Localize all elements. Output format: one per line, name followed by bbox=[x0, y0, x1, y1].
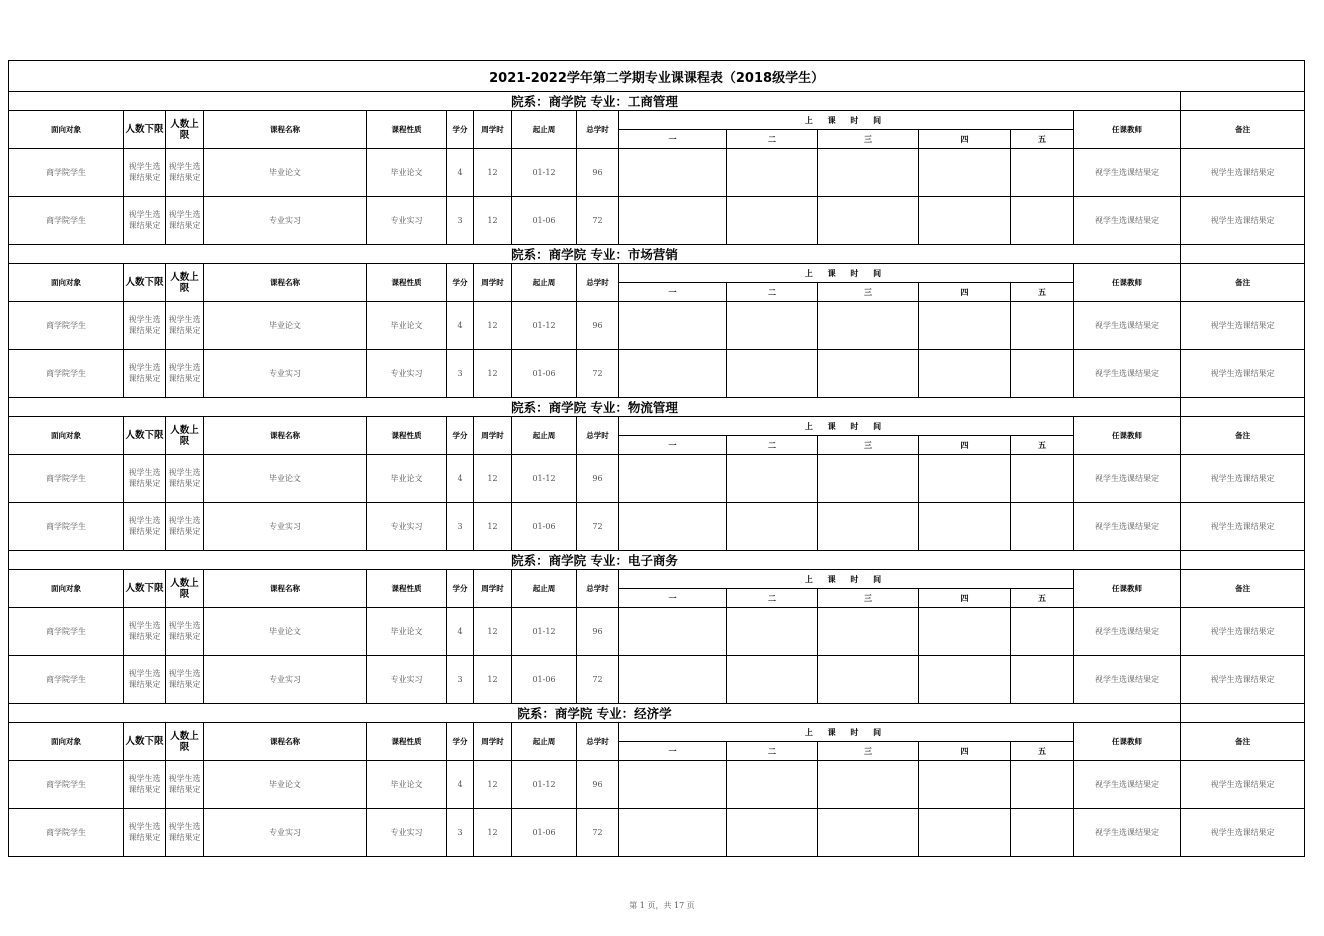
cell-course-name: 专业实习 bbox=[204, 656, 367, 704]
cell-teacher: 视学生选课结果定 bbox=[1074, 350, 1181, 398]
header-day: 五 bbox=[1011, 436, 1074, 455]
header-course-type: 课程性质 bbox=[367, 111, 447, 149]
table-row bbox=[9, 656, 1305, 704]
cell-day-slot bbox=[919, 761, 1011, 809]
cell-weeks: 01-12 bbox=[512, 761, 577, 809]
header-remark: 备注 bbox=[1181, 570, 1305, 608]
header-day: 三 bbox=[818, 130, 919, 149]
section-header-row bbox=[9, 245, 1305, 264]
cell-day-slot bbox=[727, 350, 818, 398]
cell-day-slot bbox=[619, 455, 727, 503]
cell-min: 视学生选课结果定 bbox=[124, 302, 166, 350]
cell-day-slot bbox=[818, 149, 919, 197]
header-target: 面向对象 bbox=[9, 723, 124, 761]
cell-day-slot bbox=[727, 656, 818, 704]
header-day: 五 bbox=[1011, 130, 1074, 149]
section-empty-cell bbox=[1181, 245, 1305, 264]
header-day: 二 bbox=[727, 436, 818, 455]
cell-day-slot bbox=[1011, 302, 1074, 350]
cell-target: 商学院学生 bbox=[9, 302, 124, 350]
cell-weekly-hours: 12 bbox=[474, 302, 512, 350]
cell-day-slot bbox=[818, 656, 919, 704]
header-target: 面向对象 bbox=[9, 111, 124, 149]
cell-max: 视学生选课结果定 bbox=[166, 761, 204, 809]
cell-day-slot bbox=[919, 350, 1011, 398]
header-class-time: 上 课 时 间 bbox=[619, 111, 1074, 130]
cell-day-slot bbox=[619, 197, 727, 245]
header-course-name: 课程名称 bbox=[204, 723, 367, 761]
cell-remark: 视学生选课结果定 bbox=[1181, 350, 1305, 398]
cell-credit: 3 bbox=[447, 656, 474, 704]
header-min: 人数下限 bbox=[124, 264, 166, 302]
header-weekly-hours: 周学时 bbox=[474, 723, 512, 761]
cell-teacher: 视学生选课结果定 bbox=[1074, 302, 1181, 350]
cell-total-hours: 96 bbox=[577, 761, 619, 809]
cell-course-name: 毕业论文 bbox=[204, 455, 367, 503]
cell-weeks: 01-06 bbox=[512, 656, 577, 704]
header-day: 四 bbox=[919, 742, 1011, 761]
section-header-row bbox=[9, 92, 1305, 111]
cell-teacher: 视学生选课结果定 bbox=[1074, 809, 1181, 857]
cell-target: 商学院学生 bbox=[9, 809, 124, 857]
cell-day-slot bbox=[1011, 350, 1074, 398]
header-min: 人数下限 bbox=[124, 570, 166, 608]
header-day: 三 bbox=[818, 283, 919, 302]
header-credit: 学分 bbox=[447, 723, 474, 761]
cell-day-slot bbox=[619, 809, 727, 857]
header-remark: 备注 bbox=[1181, 417, 1305, 455]
cell-course-type: 毕业论文 bbox=[367, 761, 447, 809]
cell-course-name: 毕业论文 bbox=[204, 302, 367, 350]
cell-target: 商学院学生 bbox=[9, 197, 124, 245]
section-title: 院系：商学院 专业：工商管理 bbox=[9, 92, 1181, 111]
header-max: 人数上限 bbox=[166, 264, 204, 302]
header-day: 一 bbox=[619, 283, 727, 302]
cell-day-slot bbox=[919, 503, 1011, 551]
cell-min: 视学生选课结果定 bbox=[124, 149, 166, 197]
header-day: 一 bbox=[619, 742, 727, 761]
cell-day-slot bbox=[619, 149, 727, 197]
cell-remark: 视学生选课结果定 bbox=[1181, 455, 1305, 503]
header-weeks: 起止周 bbox=[512, 417, 577, 455]
header-class-time: 上 课 时 间 bbox=[619, 723, 1074, 742]
header-course-name: 课程名称 bbox=[204, 111, 367, 149]
cell-day-slot bbox=[919, 302, 1011, 350]
header-weekly-hours: 周学时 bbox=[474, 264, 512, 302]
cell-day-slot bbox=[727, 761, 818, 809]
header-max: 人数上限 bbox=[166, 417, 204, 455]
header-max: 人数上限 bbox=[166, 723, 204, 761]
header-day: 三 bbox=[818, 436, 919, 455]
header-max: 人数上限 bbox=[166, 111, 204, 149]
cell-day-slot bbox=[1011, 197, 1074, 245]
cell-day-slot bbox=[619, 350, 727, 398]
cell-course-type: 毕业论文 bbox=[367, 302, 447, 350]
cell-target: 商学院学生 bbox=[9, 503, 124, 551]
cell-weekly-hours: 12 bbox=[474, 761, 512, 809]
cell-day-slot bbox=[727, 455, 818, 503]
section-header-row bbox=[9, 551, 1305, 570]
header-target: 面向对象 bbox=[9, 417, 124, 455]
cell-max: 视学生选课结果定 bbox=[166, 350, 204, 398]
cell-teacher: 视学生选课结果定 bbox=[1074, 608, 1181, 656]
cell-course-name: 专业实习 bbox=[204, 350, 367, 398]
cell-teacher: 视学生选课结果定 bbox=[1074, 455, 1181, 503]
header-day: 二 bbox=[727, 283, 818, 302]
cell-day-slot bbox=[919, 656, 1011, 704]
header-min: 人数下限 bbox=[124, 111, 166, 149]
table-row bbox=[9, 302, 1305, 350]
cell-remark: 视学生选课结果定 bbox=[1181, 149, 1305, 197]
cell-day-slot bbox=[818, 503, 919, 551]
header-weekly-hours: 周学时 bbox=[474, 417, 512, 455]
header-class-time: 上 课 时 间 bbox=[619, 417, 1074, 436]
header-weekly-hours: 周学时 bbox=[474, 570, 512, 608]
header-day: 三 bbox=[818, 742, 919, 761]
cell-weekly-hours: 12 bbox=[474, 350, 512, 398]
header-total-hours: 总学时 bbox=[577, 264, 619, 302]
header-day: 五 bbox=[1011, 742, 1074, 761]
cell-min: 视学生选课结果定 bbox=[124, 350, 166, 398]
cell-weekly-hours: 12 bbox=[474, 608, 512, 656]
cell-day-slot bbox=[919, 455, 1011, 503]
header-credit: 学分 bbox=[447, 417, 474, 455]
cell-day-slot bbox=[619, 656, 727, 704]
cell-weekly-hours: 12 bbox=[474, 149, 512, 197]
cell-credit: 4 bbox=[447, 455, 474, 503]
header-remark: 备注 bbox=[1181, 111, 1305, 149]
cell-course-type: 专业实习 bbox=[367, 197, 447, 245]
header-teacher: 任课教师 bbox=[1074, 111, 1181, 149]
cell-total-hours: 96 bbox=[577, 302, 619, 350]
cell-course-name: 毕业论文 bbox=[204, 608, 367, 656]
header-day: 一 bbox=[619, 436, 727, 455]
header-target: 面向对象 bbox=[9, 570, 124, 608]
column-header-row bbox=[9, 417, 1305, 436]
cell-course-type: 专业实习 bbox=[367, 350, 447, 398]
cell-day-slot bbox=[1011, 149, 1074, 197]
cell-course-name: 毕业论文 bbox=[204, 149, 367, 197]
table-row bbox=[9, 350, 1305, 398]
header-remark: 备注 bbox=[1181, 723, 1305, 761]
cell-day-slot bbox=[619, 503, 727, 551]
header-credit: 学分 bbox=[447, 570, 474, 608]
section-empty-cell bbox=[1181, 398, 1305, 417]
column-header-row bbox=[9, 111, 1305, 130]
header-credit: 学分 bbox=[447, 264, 474, 302]
header-max: 人数上限 bbox=[166, 570, 204, 608]
section-header-row bbox=[9, 398, 1305, 417]
header-day: 二 bbox=[727, 742, 818, 761]
sheet-title: 2021-2022学年第二学期专业课课程表（2018级学生） bbox=[9, 61, 1305, 92]
cell-credit: 3 bbox=[447, 197, 474, 245]
header-total-hours: 总学时 bbox=[577, 111, 619, 149]
cell-weeks: 01-06 bbox=[512, 809, 577, 857]
header-weeks: 起止周 bbox=[512, 264, 577, 302]
header-weeks: 起止周 bbox=[512, 723, 577, 761]
cell-max: 视学生选课结果定 bbox=[166, 302, 204, 350]
cell-weekly-hours: 12 bbox=[474, 197, 512, 245]
cell-weekly-hours: 12 bbox=[474, 656, 512, 704]
cell-weeks: 01-06 bbox=[512, 197, 577, 245]
header-credit: 学分 bbox=[447, 111, 474, 149]
cell-max: 视学生选课结果定 bbox=[166, 608, 204, 656]
cell-teacher: 视学生选课结果定 bbox=[1074, 656, 1181, 704]
cell-day-slot bbox=[818, 455, 919, 503]
cell-weekly-hours: 12 bbox=[474, 455, 512, 503]
cell-weeks: 01-06 bbox=[512, 350, 577, 398]
header-course-type: 课程性质 bbox=[367, 417, 447, 455]
cell-total-hours: 72 bbox=[577, 809, 619, 857]
table-row bbox=[9, 503, 1305, 551]
cell-course-name: 专业实习 bbox=[204, 503, 367, 551]
header-course-name: 课程名称 bbox=[204, 417, 367, 455]
cell-day-slot bbox=[727, 197, 818, 245]
cell-credit: 4 bbox=[447, 761, 474, 809]
cell-day-slot bbox=[1011, 503, 1074, 551]
header-weeks: 起止周 bbox=[512, 570, 577, 608]
cell-credit: 3 bbox=[447, 809, 474, 857]
schedule-table bbox=[8, 60, 1305, 857]
cell-target: 商学院学生 bbox=[9, 455, 124, 503]
page-footer: 第 1 页，共 17 页 bbox=[629, 901, 695, 910]
header-remark: 备注 bbox=[1181, 264, 1305, 302]
cell-day-slot bbox=[919, 149, 1011, 197]
column-header-row bbox=[9, 264, 1305, 283]
cell-weekly-hours: 12 bbox=[474, 503, 512, 551]
cell-min: 视学生选课结果定 bbox=[124, 503, 166, 551]
cell-total-hours: 96 bbox=[577, 149, 619, 197]
cell-target: 商学院学生 bbox=[9, 608, 124, 656]
header-day: 四 bbox=[919, 436, 1011, 455]
cell-credit: 4 bbox=[447, 149, 474, 197]
header-min: 人数下限 bbox=[124, 723, 166, 761]
table-row bbox=[9, 197, 1305, 245]
header-total-hours: 总学时 bbox=[577, 417, 619, 455]
cell-day-slot bbox=[1011, 455, 1074, 503]
header-teacher: 任课教师 bbox=[1074, 264, 1181, 302]
cell-target: 商学院学生 bbox=[9, 149, 124, 197]
section-empty-cell bbox=[1181, 92, 1305, 111]
cell-day-slot bbox=[727, 809, 818, 857]
column-header-row bbox=[9, 570, 1305, 589]
cell-course-type: 专业实习 bbox=[367, 656, 447, 704]
cell-day-slot bbox=[727, 608, 818, 656]
section-empty-cell bbox=[1181, 551, 1305, 570]
header-teacher: 任课教师 bbox=[1074, 417, 1181, 455]
section-title: 院系：商学院 专业：市场营销 bbox=[9, 245, 1181, 264]
header-day: 四 bbox=[919, 589, 1011, 608]
table-row bbox=[9, 809, 1305, 857]
cell-teacher: 视学生选课结果定 bbox=[1074, 149, 1181, 197]
table-row bbox=[9, 608, 1305, 656]
section-title: 院系：商学院 专业：物流管理 bbox=[9, 398, 1181, 417]
header-day: 五 bbox=[1011, 283, 1074, 302]
cell-max: 视学生选课结果定 bbox=[166, 455, 204, 503]
cell-total-hours: 72 bbox=[577, 197, 619, 245]
header-day: 四 bbox=[919, 283, 1011, 302]
cell-total-hours: 72 bbox=[577, 350, 619, 398]
cell-day-slot bbox=[727, 302, 818, 350]
cell-weeks: 01-12 bbox=[512, 149, 577, 197]
cell-day-slot bbox=[919, 197, 1011, 245]
cell-min: 视学生选课结果定 bbox=[124, 809, 166, 857]
cell-min: 视学生选课结果定 bbox=[124, 656, 166, 704]
cell-weeks: 01-12 bbox=[512, 302, 577, 350]
section-header-row bbox=[9, 704, 1305, 723]
cell-max: 视学生选课结果定 bbox=[166, 197, 204, 245]
cell-teacher: 视学生选课结果定 bbox=[1074, 197, 1181, 245]
cell-course-type: 专业实习 bbox=[367, 503, 447, 551]
cell-credit: 4 bbox=[447, 302, 474, 350]
header-day: 三 bbox=[818, 589, 919, 608]
header-class-time: 上 课 时 间 bbox=[619, 570, 1074, 589]
header-target: 面向对象 bbox=[9, 264, 124, 302]
cell-day-slot bbox=[818, 302, 919, 350]
cell-day-slot bbox=[818, 197, 919, 245]
cell-remark: 视学生选课结果定 bbox=[1181, 761, 1305, 809]
cell-day-slot bbox=[919, 608, 1011, 656]
cell-credit: 4 bbox=[447, 608, 474, 656]
cell-weeks: 01-12 bbox=[512, 455, 577, 503]
cell-max: 视学生选课结果定 bbox=[166, 656, 204, 704]
header-total-hours: 总学时 bbox=[577, 570, 619, 608]
table-row bbox=[9, 761, 1305, 809]
cell-day-slot bbox=[818, 809, 919, 857]
cell-day-slot bbox=[1011, 608, 1074, 656]
header-course-name: 课程名称 bbox=[204, 570, 367, 608]
header-day: 四 bbox=[919, 130, 1011, 149]
cell-max: 视学生选课结果定 bbox=[166, 149, 204, 197]
cell-target: 商学院学生 bbox=[9, 656, 124, 704]
cell-weeks: 01-06 bbox=[512, 503, 577, 551]
cell-max: 视学生选课结果定 bbox=[166, 809, 204, 857]
cell-teacher: 视学生选课结果定 bbox=[1074, 503, 1181, 551]
header-day: 二 bbox=[727, 130, 818, 149]
column-header-row bbox=[9, 723, 1305, 742]
header-min: 人数下限 bbox=[124, 417, 166, 455]
header-day: 一 bbox=[619, 589, 727, 608]
header-course-type: 课程性质 bbox=[367, 264, 447, 302]
cell-day-slot bbox=[619, 302, 727, 350]
cell-day-slot bbox=[1011, 656, 1074, 704]
header-total-hours: 总学时 bbox=[577, 723, 619, 761]
cell-total-hours: 72 bbox=[577, 656, 619, 704]
cell-teacher: 视学生选课结果定 bbox=[1074, 761, 1181, 809]
cell-total-hours: 96 bbox=[577, 608, 619, 656]
cell-max: 视学生选课结果定 bbox=[166, 503, 204, 551]
cell-weeks: 01-12 bbox=[512, 608, 577, 656]
header-weeks: 起止周 bbox=[512, 111, 577, 149]
cell-remark: 视学生选课结果定 bbox=[1181, 809, 1305, 857]
cell-day-slot bbox=[818, 608, 919, 656]
section-title: 院系：商学院 专业：经济学 bbox=[9, 704, 1181, 723]
cell-min: 视学生选课结果定 bbox=[124, 608, 166, 656]
header-day: 五 bbox=[1011, 589, 1074, 608]
cell-course-type: 毕业论文 bbox=[367, 455, 447, 503]
header-teacher: 任课教师 bbox=[1074, 723, 1181, 761]
cell-day-slot bbox=[1011, 761, 1074, 809]
table-row bbox=[9, 149, 1305, 197]
header-day: 二 bbox=[727, 589, 818, 608]
cell-weekly-hours: 12 bbox=[474, 809, 512, 857]
cell-remark: 视学生选课结果定 bbox=[1181, 302, 1305, 350]
header-class-time: 上 课 时 间 bbox=[619, 264, 1074, 283]
header-course-type: 课程性质 bbox=[367, 570, 447, 608]
cell-day-slot bbox=[919, 809, 1011, 857]
cell-day-slot bbox=[727, 149, 818, 197]
cell-target: 商学院学生 bbox=[9, 761, 124, 809]
cell-course-type: 毕业论文 bbox=[367, 149, 447, 197]
cell-course-name: 专业实习 bbox=[204, 809, 367, 857]
cell-target: 商学院学生 bbox=[9, 350, 124, 398]
header-course-type: 课程性质 bbox=[367, 723, 447, 761]
header-day: 一 bbox=[619, 130, 727, 149]
cell-day-slot bbox=[818, 761, 919, 809]
table-row bbox=[9, 455, 1305, 503]
cell-total-hours: 96 bbox=[577, 455, 619, 503]
cell-remark: 视学生选课结果定 bbox=[1181, 503, 1305, 551]
cell-course-type: 毕业论文 bbox=[367, 608, 447, 656]
cell-day-slot bbox=[619, 761, 727, 809]
header-teacher: 任课教师 bbox=[1074, 570, 1181, 608]
cell-min: 视学生选课结果定 bbox=[124, 455, 166, 503]
cell-remark: 视学生选课结果定 bbox=[1181, 197, 1305, 245]
header-weekly-hours: 周学时 bbox=[474, 111, 512, 149]
cell-remark: 视学生选课结果定 bbox=[1181, 656, 1305, 704]
section-empty-cell bbox=[1181, 704, 1305, 723]
cell-day-slot bbox=[619, 608, 727, 656]
cell-credit: 3 bbox=[447, 503, 474, 551]
cell-credit: 3 bbox=[447, 350, 474, 398]
cell-course-name: 专业实习 bbox=[204, 197, 367, 245]
section-title: 院系：商学院 专业：电子商务 bbox=[9, 551, 1181, 570]
cell-min: 视学生选课结果定 bbox=[124, 761, 166, 809]
cell-course-name: 毕业论文 bbox=[204, 761, 367, 809]
cell-total-hours: 72 bbox=[577, 503, 619, 551]
header-course-name: 课程名称 bbox=[204, 264, 367, 302]
cell-day-slot bbox=[727, 503, 818, 551]
cell-min: 视学生选课结果定 bbox=[124, 197, 166, 245]
cell-day-slot bbox=[1011, 809, 1074, 857]
cell-day-slot bbox=[818, 350, 919, 398]
cell-remark: 视学生选课结果定 bbox=[1181, 608, 1305, 656]
cell-course-type: 专业实习 bbox=[367, 809, 447, 857]
